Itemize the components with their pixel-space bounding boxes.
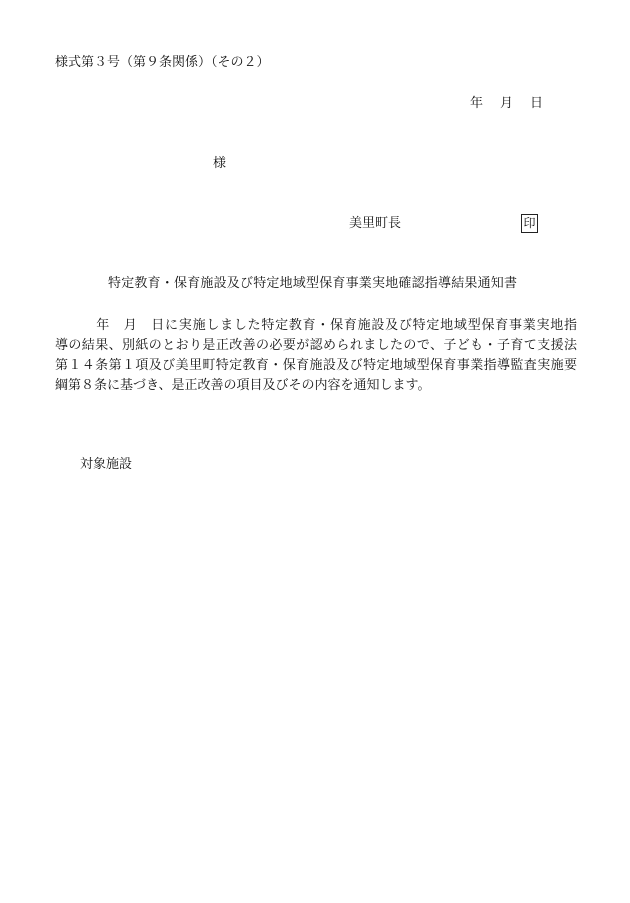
document-title: 特定教育・保育施設及び特定地域型保育事業実地確認指導結果通知書 [108,276,518,291]
date-year-label: 年 [470,96,484,111]
body-paragraph [55,316,577,396]
body-line: 年 月 日に実施しました特定教育・保育施設及び特定地域型保育事業実地指 [55,318,577,333]
issuer-title: 美里町長 [349,216,402,231]
target-facility-label: 対象施設 [80,457,133,472]
date-day-label: 日 [530,96,544,111]
addressee-honorific: 様 [213,156,227,171]
form-number: 様式第３号（第９条関係）（その２） [55,55,270,70]
body-line: 第１４条第１項及び美里町特定教育・保育施設及び特定地域型保育事業指導監査実施要 [55,358,577,373]
body-line: 綱第８条に基づき、是正改善の項目及びその内容を通知します。 [55,378,431,393]
date-line [470,97,543,110]
date-month-label: 月 [500,96,514,111]
body-line: 導の結果、別紙のとおり是正改善の必要が認められましたので、子ども・子育て支援法 [55,338,577,353]
seal-mark: 印 [521,214,538,233]
